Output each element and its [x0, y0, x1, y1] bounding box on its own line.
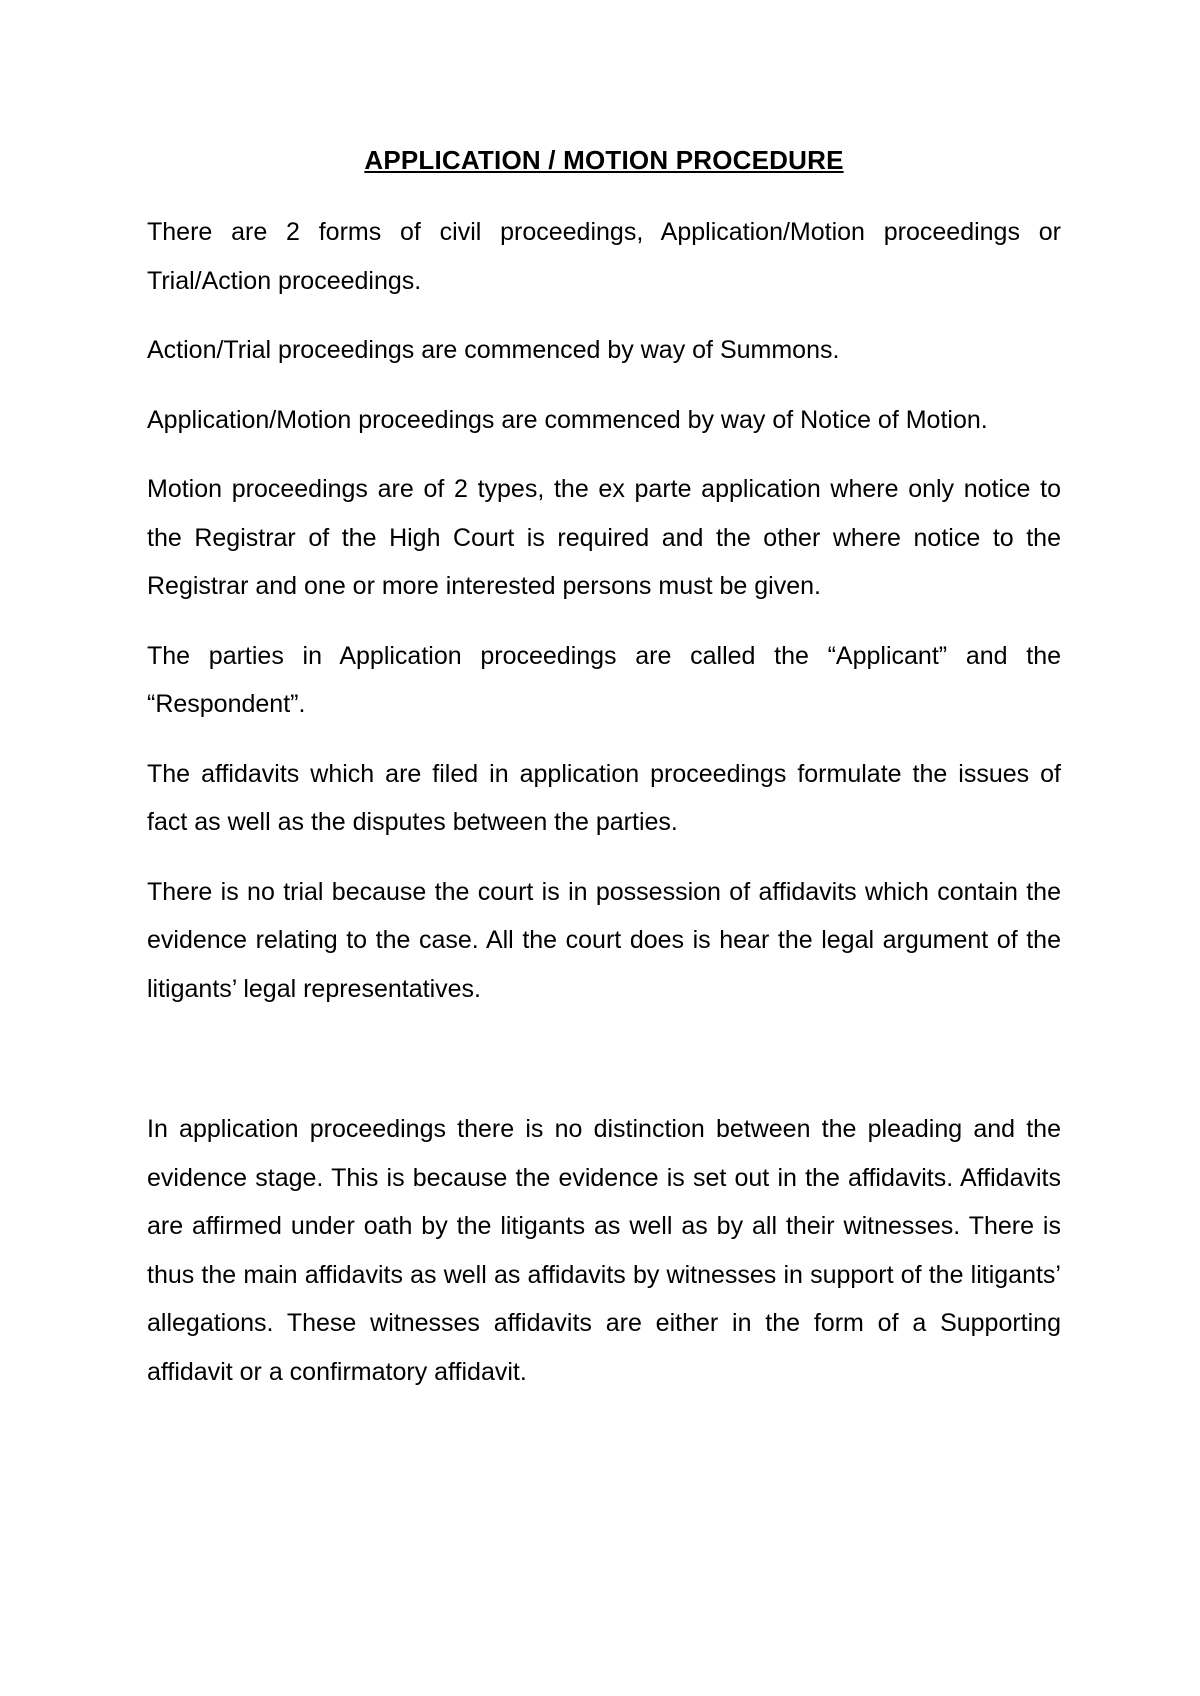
paragraph-civil-proceedings-forms: There are 2 forms of civil proceedings, Application/Motion proceedings or Trial/Action proceedings.	[147, 218, 1061, 295]
paragraph-affidavits-issues: The affidavits which are filed in application proceedings formulate the issues of fact as well as the disputes between the parties.	[147, 759, 1061, 836]
document-body	[147, 143, 1061, 1417]
document-title: APPLICATION / MOTION PROCEDURE	[364, 145, 844, 175]
paragraph-action-trial-summons: Action/Trial proceedings are commenced by way of Summons.	[147, 336, 840, 364]
paragraph-pleading-evidence: In application proceedings there is no distinction between the pleading and the evidence stage. This is because the evidence is set out in the affidavits. Affidavits are affirmed under oath by the litigants as well as by all their witnesses. There is thus the main affidavits as well as affidavits by witnesses in support of the litigants’ allegations. These witnesses affidavits are either in the form of a Supporting affidavit or a confirmatory affidavit.	[147, 1115, 1061, 1386]
paragraph-parties: The parties in Application proceedings are called the “Applicant” and the “Respondent”.	[147, 641, 1061, 718]
paragraph-no-trial: There is no trial because the court is in possession of affidavits which contain the evidence relating to the case. All the court does is hear the legal argument of the litigants’ legal representatives.	[147, 877, 1061, 1003]
paragraph-notice-of-motion: Application/Motion proceedings are commenced by way of Notice of Motion.	[147, 405, 988, 434]
paragraph-motion-types: Motion proceedings are of 2 types, the ex parte application where only notice to the Registrar of the High Court is required and the other where notice to the Registrar and one or more interested persons must be given.	[147, 475, 1061, 600]
